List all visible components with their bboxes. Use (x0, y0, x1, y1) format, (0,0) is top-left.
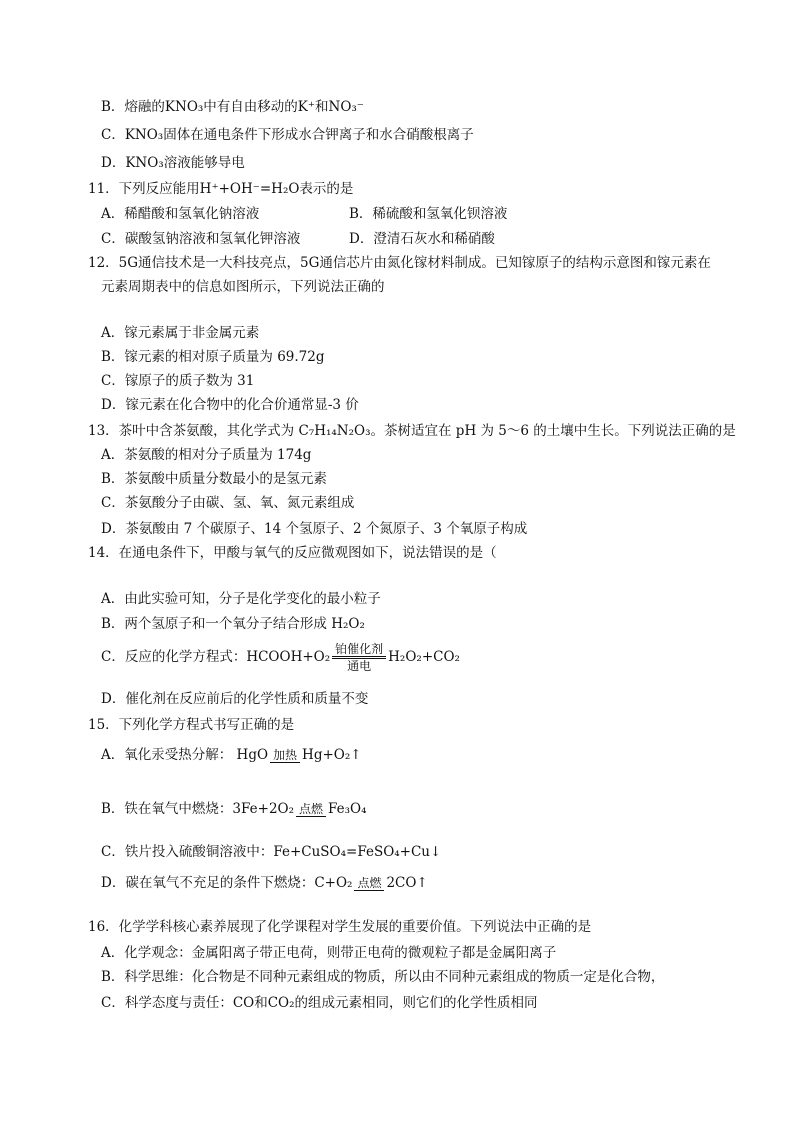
q14-option-c-products: H₂O₂+CO₂ (388, 649, 460, 665)
q10-option-b: B．熔融的KNO₃中有自由移动的K⁺和NO₃⁻ (101, 99, 364, 115)
equals-bar (270, 762, 300, 764)
q15-option-a (101, 746, 362, 764)
condition-label: 点燃 (357, 875, 382, 890)
q12-option-a: A．镓元素属于非金属元素 (101, 325, 260, 341)
q13-option-a: A．茶氨酸的相对分子质量为 174g (101, 447, 312, 463)
q12-option-d: D．镓元素在化合物中的化合价通常显-3 价 (101, 397, 359, 413)
q12-option-b: B．镓元素的相对原子质量为 69.72g (101, 349, 325, 365)
q14-option-c (101, 642, 460, 673)
reaction-condition (270, 748, 300, 764)
q13-option-b: B．茶氨酸中质量分数最小的是氢元素 (101, 471, 327, 487)
q15-option-c: C．铁片投入硫酸铜溶液中：Fe+CuSO₄=FeSO₄+Cu↓ (101, 844, 442, 860)
q10-option-c: C．KNO₃固体在通电条件下形成水合钾离子和水合硝酸根离子 (101, 127, 474, 143)
q15-option-d (101, 874, 428, 892)
q16-option-b: B．科学思维：化合物是不同种元素组成的物质，所以由不同种元素组成的物质一定是化合物， (101, 969, 665, 985)
q16-option-c: C．科学态度与责任：CO和CO₂的组成元素相同，则它们的化学性质相同 (101, 995, 538, 1011)
q15-stem: 15．下列化学方程式书写正确的是 (88, 717, 295, 733)
condition-label: 加热 (273, 747, 298, 762)
q16-option-a: A．化学观念：金属阳离子带正电荷，则带正电荷的微观粒子都是金属阳离子 (101, 945, 557, 961)
q10-option-d: D．KNO₃溶液能够导电 (101, 155, 245, 171)
q14-option-a: A．由此实验可知，分子是化学变化的最小粒子 (101, 591, 381, 607)
q11-stem: 11．下列反应能用H⁺+OH⁻=H₂O表示的是 (88, 181, 354, 197)
equals-bar (296, 816, 326, 818)
q15-option-b-products: Fe₃O₄ (328, 801, 367, 817)
q12-stem-line2: 元素周期表中的信息如图所示，下列说法正确的 (101, 279, 385, 295)
q14-option-d: D．催化剂在反应前后的化学性质和质量不变 (101, 691, 369, 707)
q11-option-d: D．澄清石灰水和稀硝酸 (349, 231, 495, 247)
condition-label: 点燃 (299, 801, 324, 816)
q15-option-d-reactants: D．碳在氧气不充足的条件下燃烧：C+O₂ (101, 875, 353, 891)
q13-option-c: C．茶氨酸分子由碳、氢、氧、氮元素组成 (101, 495, 355, 511)
q11-option-a: A．稀醋酸和氢氧化钠溶液 (101, 206, 260, 222)
q12-stem-line1: 12．5G通信技术是一大科技亮点，5G通信芯片由氮化镓材料制成。已知镓原子的结构示意图和镓元素在 (88, 255, 711, 271)
reaction-condition (296, 802, 326, 818)
catalyst-label: 铂催化剂 (335, 642, 384, 656)
q14-option-c-reactants: C．反应的化学方程式：HCOOH+O₂ (101, 649, 331, 665)
q13-option-d: D．茶氨酸由 7 个碳原子、14 个氢原子、2 个氮原子、3 个氧原子构成 (101, 521, 528, 537)
q15-option-a-reactants: A．氧化汞受热分解： HgO (101, 747, 269, 763)
equals-bar (354, 890, 384, 892)
q16-stem: 16．化学学科核心素养展现了化学课程对学生发展的重要价值。下列说法中正确的是 (88, 919, 592, 935)
q15-option-b (101, 800, 367, 818)
q15-option-b-reactants: B．铁在氧气中燃烧：3Fe+2O₂ (101, 801, 295, 817)
reaction-condition (332, 642, 386, 673)
q12-option-c: C．镓原子的质子数为 31 (101, 373, 255, 389)
q11-option-c: C．碳酸氢钠溶液和氢氧化钾溶液 (101, 231, 301, 247)
q11-option-b: B．稀硫酸和氢氧化钡溶液 (349, 206, 508, 222)
reaction-condition (354, 876, 384, 892)
q14-option-b: B．两个氢原子和一个氧分子结合形成 H₂O₂ (101, 616, 365, 632)
q15-option-d-products: 2CO↑ (386, 875, 428, 891)
q14-stem: 14．在通电条件下，甲酸与氧气的反应微观图如下，说法错误的是（ (88, 545, 497, 561)
q13-stem: 13．茶叶中含茶氨酸，其化学式为 C₇H₁₄N₂O₃。茶树适宜在 pH 为 5～6 的土壤中生长。下列说法正确的是 (88, 423, 736, 439)
q15-option-a-products: Hg+O₂↑ (302, 747, 362, 763)
condition-label: 通电 (347, 659, 372, 673)
